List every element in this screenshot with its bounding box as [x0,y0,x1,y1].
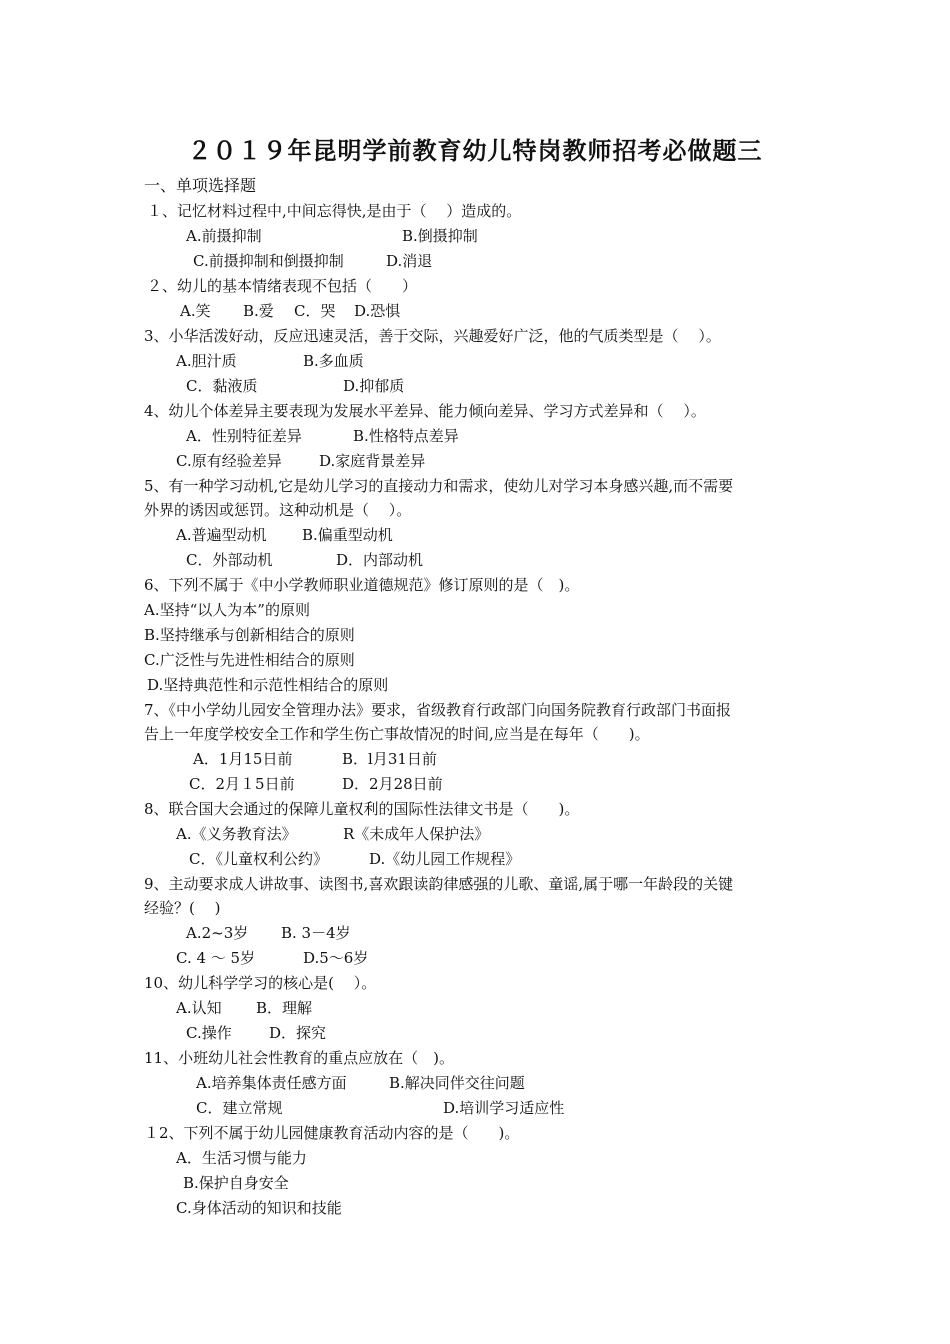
option: B. 3－4岁 [281,924,351,942]
option: D.《幼儿园工作规程》 [369,850,521,868]
question-stem: 3、小华活泼好动，反应迅速灵活，善于交际，兴趣爱好广泛，他的气质类型是（ ）。 [144,327,721,345]
option: C.广泛性与先进性相结合的原则 [144,651,355,669]
option: C.原有经验差异 [176,452,282,470]
option: B.爱 [243,302,274,320]
option: A．性别特征差异 [186,427,302,445]
option: B.性格特点差异 [353,427,459,445]
option: B.保护自身安全 [183,1174,289,1192]
option: C．外部动机 [186,551,273,569]
question-stem-continuation: 外界的诱因或惩罚。这种动机是（ ）。 [144,501,412,519]
option: A.培养集体责任感方面 [196,1074,347,1092]
option: B.多血质 [303,352,364,370]
option: A.坚持“以人为本”的原则 [144,601,310,619]
question-stem: 11、小班幼儿社会性教育的重点应放在（ )。 [144,1049,454,1067]
option: D．内部动机 [336,551,424,569]
question-stem: 4、幼儿个体差异主要表现为发展水平差异、能力倾向差异、学习方式差异和（ ）。 [144,402,706,420]
option: B.偏重型动机 [302,526,393,544]
question-stem: 7、《中小学幼儿园安全管理办法》要求，省级教育行政部门向国务院教育行政部门书面报 [144,701,732,719]
question-stem: 6、下列不属于《中小学教师职业道德规范》修订原则的是（ )。 [144,576,580,594]
option: D．2月28日前 [342,775,443,793]
question-stem: 9、主动要求成人讲故事、读图书,喜欢跟读韵律感强的儿歌、童谣,属于哪一年龄段的关键 [144,875,734,893]
option: D.5～6岁 [303,949,369,967]
question-stem: １、记忆材料过程中,中间忘得快,是由于（ ）造成的。 [147,202,522,220]
option: C．哭 [294,302,336,320]
option: C.操作 [186,1024,232,1042]
option: C．建立常规 [196,1099,283,1117]
option: B.坚持继承与创新相结合的原则 [144,626,355,644]
option: D.培训学习适应性 [443,1099,565,1117]
option: C．黏液质 [186,377,258,395]
option: D.抑郁质 [343,377,405,395]
option: A.普遍型动机 [176,526,267,544]
option: A．生活习惯与能力 [176,1149,307,1167]
question-stem-continuation: 经验？( ) [144,899,221,917]
option: A.《义务教育法》 [176,825,297,843]
option: A.2~3岁 [186,924,249,942]
option: B.倒摄抑制 [402,227,478,245]
option: C.前摄抑制和倒摄抑制 [193,252,344,270]
option: D.消退 [386,252,433,270]
question-stem: 10、幼儿科学学习的核心是( ）。 [144,974,377,992]
option: A.胆汁质 [176,352,237,370]
option: D.家庭背景差异 [319,452,426,470]
option: A.笑 [180,302,211,320]
option: R《未成年人保护法》 [343,825,490,843]
question-stem: ２、幼儿的基本情绪表现不包括（ ） [147,277,418,295]
question-stem: １2、下列不属于幼儿园健康教育活动内容的是（ )。 [144,1124,520,1142]
option: B．l月31日前 [342,750,437,768]
option: C．2月１5日前 [189,775,295,793]
option: D．探究 [269,1024,327,1042]
question-stem: 5、有一种学习动机,它是幼儿学习的直接动力和需求，使幼儿对学习本身感兴趣,而不需要 [144,477,734,495]
question-stem: 8、联合国大会通过的保障儿童权利的国际性法律文书是（ )。 [144,800,580,818]
option: B.解决同伴交往问题 [389,1074,525,1092]
option: C. 4 ～ 5岁 [176,949,256,967]
option: A．1月15日前 [193,750,293,768]
page-title: ２０１９年昆明学前教育幼儿特岗教师招考必做题三 [187,137,763,165]
section-heading: 一、单项选择题 [144,176,257,195]
option: C．《儿童权利公约》 [189,850,328,868]
option: A.认知 [176,999,222,1017]
option: D.坚持典范性和示范性相结合的原则 [147,676,389,694]
option: C.身体活动的知识和技能 [176,1199,342,1217]
option: D.恐惧 [354,302,401,320]
option: B．理解 [256,999,313,1017]
question-stem-continuation: 告上一年度学校安全工作和学生伤亡事故情况的时间,应当是在每年（ )。 [144,725,650,743]
option: A.前摄抑制 [186,227,262,245]
